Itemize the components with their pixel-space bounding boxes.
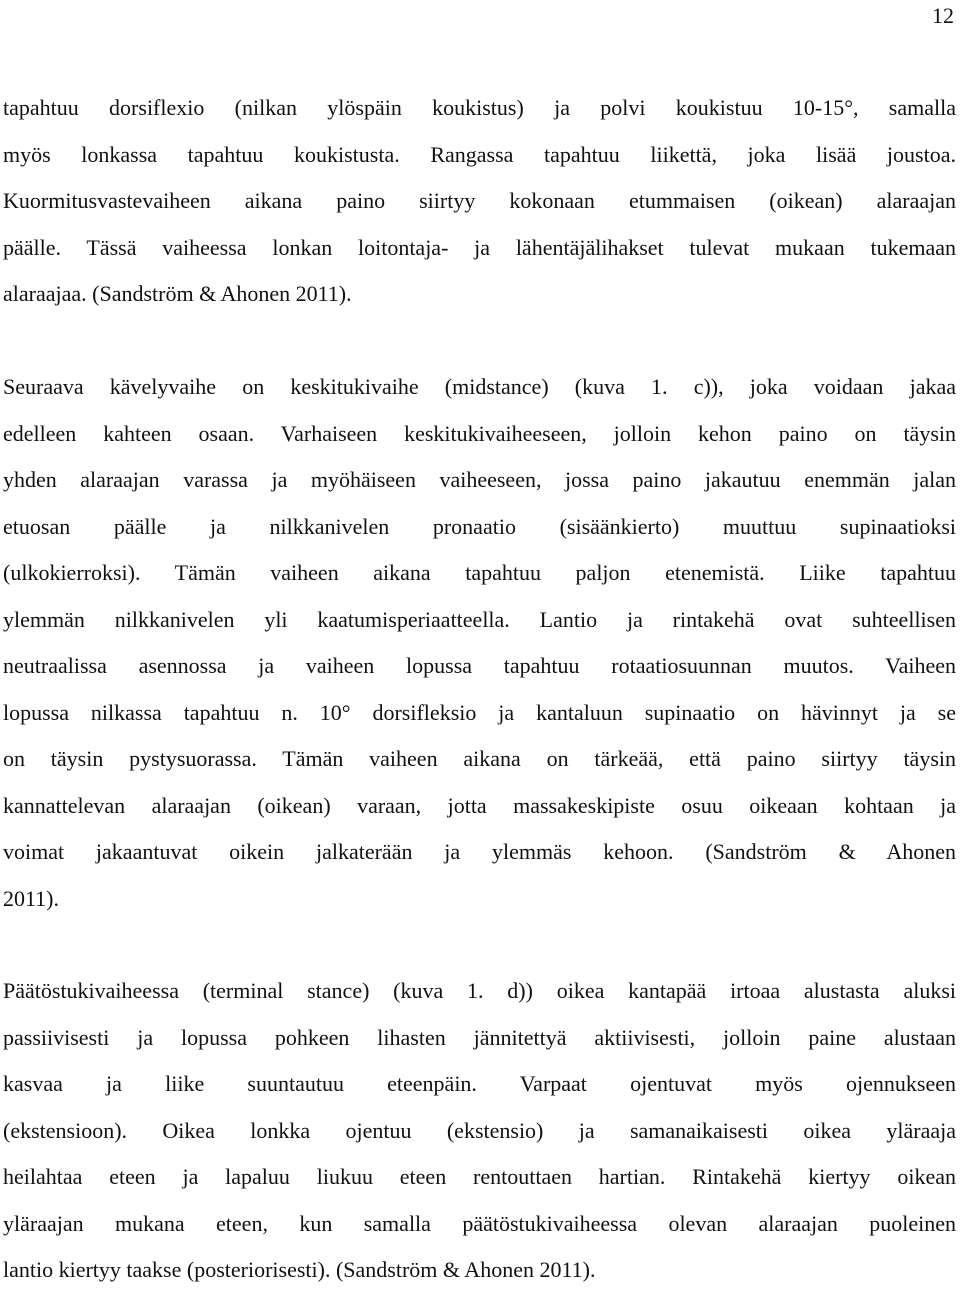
paragraph-midstance <box>3 364 956 922</box>
text-line: ylemmän nilkkanivelen yli kaatumisperiaatteella. Lantio ja rintakehä ovat suhteellisen <box>3 606 956 632</box>
text-line: (ulkokierroksi). Tämän vaiheen aikana tapahtuu paljon etenemistä. Liike tapahtuu <box>3 560 956 585</box>
text-line: päälle. Tässä vaiheessa lonkan loitontaja- ja lähentäjälihakset tulevat mukaan tukemaan <box>3 234 956 260</box>
text-line: edelleen kahteen osaan. Varhaiseen keskitukivaiheeseen, jolloin kehon paino on täysin <box>3 420 956 446</box>
text-line: on täysin pystysuorassa. Tämän vaiheen aikana on tärkeää, että paino siirtyy täysin <box>3 746 956 771</box>
paragraph-gait-loading-response <box>3 85 956 318</box>
text-line: kasvaa ja liike suuntautuu eteenpäin. Varpaat ojentuvat myös ojennukseen <box>3 1071 956 1096</box>
text-line: lantio kiertyy taakse (posteriorisesti). (Sandström & Ahonen 2011). <box>3 1257 596 1282</box>
text-line: 2011). <box>3 885 60 911</box>
text-line: alaraajaa. (Sandström & Ahonen 2011). <box>3 281 352 306</box>
text-line: yhden alaraajan varassa ja myöhäiseen vaiheeseen, jossa paino jakautuu enemmän jalan <box>3 467 956 492</box>
text-line: myös lonkassa tapahtuu koukistusta. Rangassa tapahtuu liikettä, joka lisää joustoa. <box>3 141 956 167</box>
text-line: (ekstensioon). Oikea lonkka ojentuu (ekstensio) ja samanaikaisesti oikea yläraaja <box>3 1117 956 1143</box>
text-line: etuosan päälle ja nilkkanivelen pronaatio (sisäänkierto) muuttuu supinaatioksi <box>3 513 956 539</box>
text-line: passiivisesti ja lopussa pohkeen lihasten jännitettyä aktiivisesti, jolloin paine alustaan <box>3 1024 956 1050</box>
text-line: Seuraava kävelyvaihe on keskitukivaihe (midstance) (kuva 1. c)), joka voidaan jakaa <box>3 374 956 399</box>
text-line: neutraalissa asennossa ja vaiheen lopussa tapahtuu rotaatiosuunnan muutos. Vaiheen <box>3 653 956 678</box>
text-line: kannattelevan alaraajan (oikean) varaan, jotta massakeskipiste osuu oikeaan kohtaan ja <box>3 792 956 818</box>
paragraph-terminal-stance <box>3 968 956 1294</box>
text-line: tapahtuu dorsiflexio (nilkan ylöspäin koukistus) ja polvi koukistuu 10-15°, samalla <box>3 95 956 120</box>
text-line: Päätöstukivaiheessa (terminal stance) (kuva 1. d)) oikea kantapää irtoaa alustasta aluksi <box>3 978 956 1003</box>
text-line: Kuormitusvastevaiheen aikana paino siirtyy kokonaan etummaisen (oikean) alaraajan <box>3 188 956 213</box>
text-line: heilahtaa eteen ja lapaluu liukuu eteen rentouttaen hartian. Rintakehä kiertyy oikean <box>3 1164 956 1189</box>
text-line: voimat jakaantuvat oikein jalkaterään ja ylemmäs kehoon. (Sandström & Ahonen <box>3 839 956 864</box>
text-line: yläraajan mukana eteen, kun samalla päätöstukivaiheessa olevan alaraajan puoleinen <box>3 1210 956 1236</box>
text-line: lopussa nilkassa tapahtuu n. 10° dorsifleksio ja kantaluun supinaatio on hävinnyt ja se <box>3 699 956 725</box>
page-number: 12 <box>932 3 954 28</box>
